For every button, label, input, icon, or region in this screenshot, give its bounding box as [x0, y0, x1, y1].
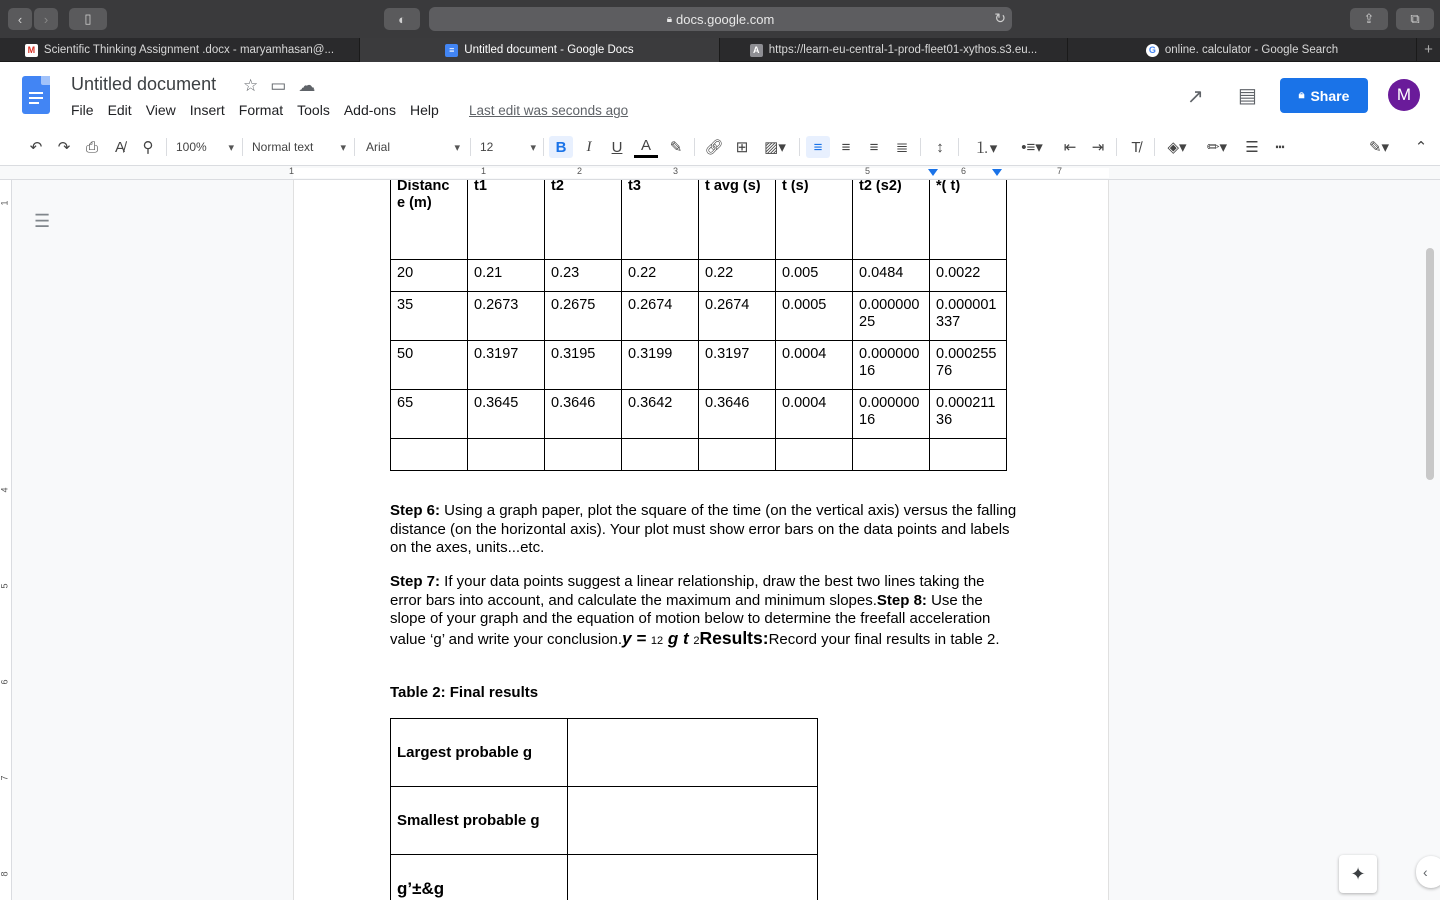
collapse-menus-icon[interactable]: ⌃	[1414, 139, 1428, 156]
vertical-ruler	[0, 180, 12, 900]
table-cell[interactable]: t2	[545, 180, 622, 260]
table-cell[interactable]: 0.000000 16	[853, 341, 930, 390]
table-header-row	[391, 180, 1007, 260]
table-cell[interactable]: 0.005	[776, 260, 853, 292]
table-row	[391, 855, 818, 900]
ruler-number: 1	[289, 166, 295, 176]
table-cell[interactable]: t (s)	[776, 180, 853, 260]
formatting-toolbar	[0, 128, 1440, 166]
ruler-number: 8	[0, 871, 10, 877]
fill-color-icon[interactable]: ◈▾	[1167, 139, 1187, 156]
equation-fraction: 12	[650, 634, 664, 647]
table-cell[interactable]: 0.22	[699, 260, 776, 292]
browser-tab[interactable]	[1068, 38, 1417, 62]
underline-icon[interactable]: U	[611, 138, 623, 156]
table-cell[interactable]: t2 (s2)	[853, 180, 930, 260]
table-cell[interactable]: 0.3642	[622, 390, 699, 439]
table-cell[interactable]	[545, 439, 622, 471]
explore-icon[interactable]: ✦	[1339, 855, 1377, 893]
sidebar-icon[interactable]: ▯	[69, 8, 107, 30]
table-row	[391, 439, 1007, 471]
table-row	[391, 719, 818, 787]
italic-icon[interactable]: I	[586, 138, 592, 155]
decrease-indent-icon[interactable]: ⇤	[1063, 139, 1077, 156]
step-6-paragraph[interactable]	[390, 502, 1020, 558]
table-cell[interactable]	[930, 439, 1007, 471]
font-select[interactable]: Arial ▾	[366, 136, 462, 158]
last-edit-link[interactable]: Last edit was seconds ago	[469, 103, 629, 118]
step-7-paragraph[interactable]	[390, 573, 1020, 650]
tab-overview-icon[interactable]: ⧉	[1396, 8, 1434, 30]
browser-tab[interactable]	[0, 38, 360, 62]
table-cell[interactable]: 0.0022	[930, 260, 1007, 292]
a-icon: A	[750, 44, 763, 57]
scrollbar[interactable]	[1426, 248, 1434, 480]
docs-logo-icon[interactable]	[22, 76, 50, 114]
table-cell[interactable]	[568, 787, 818, 855]
table-cell[interactable]: 0.0004	[776, 390, 853, 439]
table-cell[interactable]: t avg (s)	[699, 180, 776, 260]
step-label: Step 7:	[390, 573, 441, 590]
step-text: If your data points suggest a linear relationship, draw the best two lines taking the error bars into account, and calculate the maximum and minimum slopes.	[390, 573, 985, 609]
back-icon[interactable]: ‹	[8, 8, 32, 30]
avatar[interactable]: M	[1388, 79, 1420, 111]
table-cell[interactable]: 0.000000 16	[853, 390, 930, 439]
table-cell[interactable]: 50	[391, 341, 468, 390]
table-cell[interactable]: 0.000001 337	[930, 292, 1007, 341]
table-cell[interactable]: 65	[391, 390, 468, 439]
tab-label: Untitled document - Google Docs	[464, 44, 634, 56]
table-cell[interactable]: 0.2673	[468, 292, 545, 341]
undo-icon[interactable]: ↶	[29, 139, 43, 156]
table-cell[interactable]: t3	[622, 180, 699, 260]
table-cell[interactable]: 0.3646	[699, 390, 776, 439]
insert-image-icon[interactable]: ▨▾	[764, 139, 786, 156]
privacy-shield-icon[interactable]: ◐	[384, 8, 420, 30]
style-select[interactable]: Normal text ▾	[252, 136, 348, 158]
menu-view[interactable]: View	[145, 102, 176, 118]
table-cell[interactable]	[776, 439, 853, 471]
clear-formatting-icon[interactable]: T̸	[1131, 138, 1141, 156]
table-cell[interactable]: 0.0484	[853, 260, 930, 292]
table-cell[interactable]: Smallest probable g	[391, 787, 568, 855]
equation-exponent: 2	[693, 634, 700, 647]
table-cell[interactable]: 0.21	[468, 260, 545, 292]
table-cell[interactable]: Largest probable g	[391, 719, 568, 787]
table-cell[interactable]: 0.000255 76	[930, 341, 1007, 390]
table-cell[interactable]: 0.000000 25	[853, 292, 930, 341]
share-button[interactable]	[1280, 78, 1368, 113]
gmail-icon: M	[25, 44, 38, 57]
editing-mode-icon[interactable]: ✎▾	[1368, 139, 1390, 156]
step-label: Step 6:	[390, 502, 441, 519]
url-text: docs.google.com	[676, 11, 775, 27]
table-cell[interactable]: t1	[468, 180, 545, 260]
browser-tabs	[0, 38, 1440, 62]
tab-label: Scientific Thinking Assignment .docx - maryamhasan@...	[43, 44, 335, 56]
address-bar[interactable]	[429, 7, 1012, 31]
table-2-caption[interactable]: Table 2: Final results	[390, 684, 539, 701]
equation-part: y =	[622, 628, 651, 648]
results-label: Results:	[699, 627, 769, 648]
ruler-number: 6	[961, 166, 967, 176]
border-color-icon[interactable]: ✏▾	[1206, 139, 1228, 156]
menu-edit[interactable]: Edit	[107, 102, 132, 118]
table-cell[interactable]: Distanc e (m)	[391, 180, 468, 260]
side-panel-toggle-icon[interactable]: ‹	[1416, 856, 1440, 888]
align-right-icon[interactable]: ≡	[869, 138, 879, 156]
table-cell[interactable]: 0.2674	[622, 292, 699, 341]
numbered-list-icon[interactable]: ⒈▾	[974, 139, 998, 157]
share-label: Share	[1310, 87, 1350, 104]
comment-icon[interactable]: ▤	[1238, 85, 1257, 107]
tab-label: online. calculator - Google Search	[1164, 44, 1339, 56]
add-comment-icon[interactable]: ⊞	[735, 139, 749, 156]
step-text: Using a graph paper, plot the square of the time (on the vertical axis) versus the falling distance (on the horizontal axis). Your plot must show error bars on the data points and labels on the axes, units...etc.	[390, 502, 1017, 556]
text-color-icon[interactable]: A	[634, 136, 658, 158]
ruler-number: 7	[1057, 166, 1063, 176]
bold-icon[interactable]: B	[549, 136, 573, 158]
table-row	[391, 341, 1007, 390]
table-cell[interactable]: 20	[391, 260, 468, 292]
table-cell[interactable]: 0.0005	[776, 292, 853, 341]
table-cell[interactable]	[699, 439, 776, 471]
google-icon: G	[1146, 44, 1159, 57]
justify-icon[interactable]: ≣	[895, 139, 909, 156]
ruler-number: 3	[673, 166, 679, 176]
step-label: Step 8:	[876, 591, 927, 609]
document-outline-icon[interactable]: ☰	[34, 211, 51, 231]
ruler-number: 6	[0, 679, 10, 685]
right-indent-marker[interactable]	[992, 169, 1002, 176]
table-cell[interactable]	[622, 439, 699, 471]
horizontal-ruler[interactable]	[0, 166, 1440, 180]
star-icon[interactable]: ☆	[243, 76, 259, 95]
table-cell[interactable]	[391, 439, 468, 471]
share-sheet-icon[interactable]: ⇪	[1350, 8, 1388, 30]
align-left-icon[interactable]: ≡	[806, 136, 830, 158]
browser-tab-active[interactable]	[360, 38, 720, 62]
table-cell[interactable]: 0.2675	[545, 292, 622, 341]
paint-format-icon[interactable]: ⚲	[142, 139, 154, 156]
equation-part: g t	[667, 628, 694, 648]
forward-icon[interactable]: ›	[34, 8, 58, 30]
menu-insert[interactable]: Insert	[189, 102, 225, 118]
spellcheck-icon[interactable]: A̸	[114, 138, 125, 156]
menu-help[interactable]: Help	[409, 102, 439, 118]
zoom-select[interactable]: 100% ▾	[176, 136, 236, 158]
highlight-icon[interactable]: ✎	[669, 139, 683, 156]
menu-format[interactable]: Format	[238, 102, 284, 118]
menu-addons[interactable]: Add-ons	[343, 102, 396, 118]
table-cell[interactable]: 0.22	[622, 260, 699, 292]
bulleted-list-icon[interactable]: •≡▾	[1021, 139, 1043, 156]
lock-icon: 🔒︎	[1298, 89, 1305, 101]
move-folder-icon[interactable]: ▭	[270, 76, 287, 95]
ruler-number: 1	[481, 166, 487, 176]
menu-file[interactable]: File	[71, 102, 94, 118]
table-cell[interactable]: 0.3197	[468, 341, 545, 390]
document-title[interactable]: Untitled document	[71, 74, 217, 94]
ruler-number: 5	[865, 166, 871, 176]
table-cell[interactable]	[568, 719, 818, 787]
table-row	[391, 787, 818, 855]
table-cell[interactable]: 0.000211 36	[930, 390, 1007, 439]
browser-toolbar	[0, 0, 1440, 38]
table-cell[interactable]: 0.23	[545, 260, 622, 292]
table-cell[interactable]: 0.3199	[622, 341, 699, 390]
link-icon[interactable]: 🔗︎	[704, 139, 724, 156]
reload-icon[interactable]: ↻	[994, 10, 1006, 26]
docs-header	[0, 62, 1440, 128]
table-cell[interactable]	[468, 439, 545, 471]
increase-indent-icon[interactable]: ⇥	[1091, 139, 1105, 156]
ruler-number: 4	[0, 487, 10, 493]
ruler-number: 2	[577, 166, 583, 176]
table-cell[interactable]: 0.3646	[545, 390, 622, 439]
document-page[interactable]	[293, 180, 1109, 900]
results-text: Record your final results in table 2.	[768, 630, 1000, 648]
print-icon[interactable]: ⎙	[85, 138, 98, 156]
table-cell[interactable]: 0.3197	[699, 341, 776, 390]
lock-icon: 🔒︎	[666, 13, 673, 25]
table-cell[interactable]: g’±&g	[391, 855, 568, 900]
equation	[622, 629, 699, 648]
final-results-table	[390, 718, 818, 900]
table-cell[interactable]: 0.0004	[776, 341, 853, 390]
table-cell[interactable]: 0.2674	[699, 292, 776, 341]
step-text: Use the slope of your graph and the equation of motion below to determine the freefall acceleration value ‘g’ and write your conclusion.	[390, 591, 991, 648]
ruler-number: 1	[0, 200, 10, 206]
ruler-number: 5	[0, 583, 10, 589]
table-cell[interactable]	[568, 855, 818, 900]
ruler-number: 7	[0, 775, 10, 781]
table-cell[interactable]: 0.3195	[545, 341, 622, 390]
cloud-status-icon[interactable]: ☁︎	[298, 76, 316, 95]
table-cell[interactable]: *( t)	[930, 180, 1007, 260]
table-cell[interactable]	[853, 439, 930, 471]
table-cell[interactable]: 35	[391, 292, 468, 341]
font-size-select[interactable]: 12 ▾	[480, 136, 538, 158]
table-cell[interactable]: 0.3645	[468, 390, 545, 439]
docs-icon: ≡	[445, 44, 458, 57]
border-dash-icon[interactable]: ┅	[1275, 139, 1285, 156]
data-table	[390, 180, 1007, 471]
new-tab-icon[interactable]: +	[1424, 41, 1433, 58]
align-center-icon[interactable]: ≡	[841, 138, 851, 156]
table-row	[391, 292, 1007, 341]
border-width-icon[interactable]: ☰	[1245, 139, 1259, 156]
browser-tab[interactable]	[720, 38, 1068, 62]
redo-icon[interactable]: ↷	[57, 139, 71, 156]
tab-label: https://learn-eu-central-1-prod-fleet01-xythos.s3.eu...	[768, 44, 1038, 56]
table-row	[391, 260, 1007, 292]
table-row	[391, 390, 1007, 439]
indent-marker[interactable]	[928, 169, 938, 176]
menu-bar	[71, 102, 453, 118]
menu-tools[interactable]: Tools	[297, 102, 330, 118]
activity-trend-icon[interactable]: ↗	[1187, 86, 1204, 108]
line-spacing-icon[interactable]: ↕	[936, 138, 944, 156]
